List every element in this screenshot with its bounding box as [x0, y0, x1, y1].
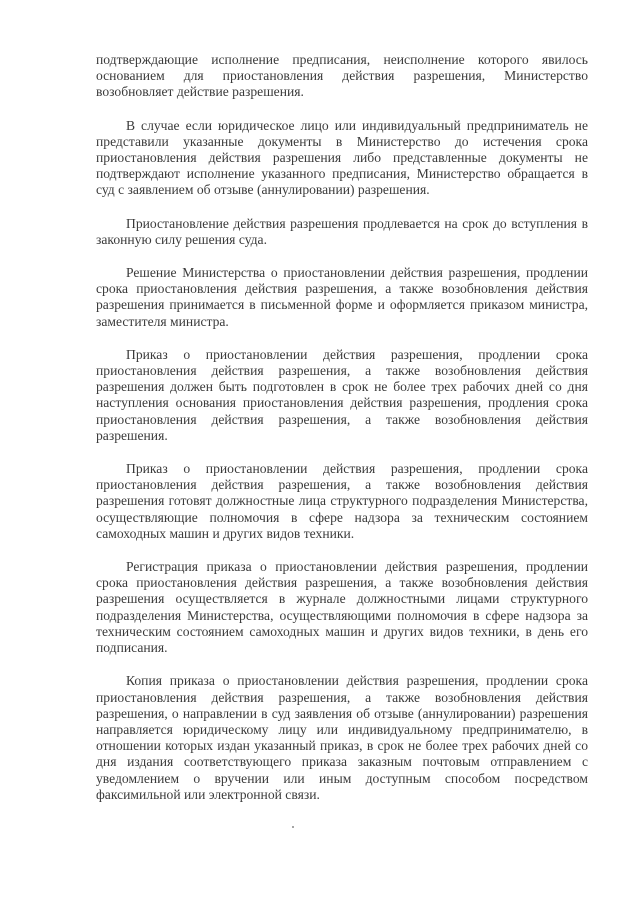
paragraph-6: Приказ о приостановлении действия разрешения, продлении срока приостановления действия разрешения, а также возобновления действия разрешения готовят должностные лица структурного подразделения Министерства, осуществляющие полномочия в сфере надзора за техническим состоянием самоходных машин и других видов техники.	[96, 461, 588, 541]
paragraph-3: Приостановление действия разрешения продлевается на срок до вступления в законную силу решения суда.	[96, 215, 588, 247]
document-page	[96, 52, 588, 820]
scan-speck	[292, 826, 294, 828]
paragraph-4: Решение Министерства о приостановлении действия разрешения, продлении срока приостановления действия разрешения, а также возобновления действия разрешения принимается в письменной форме и оформляется приказом министра, заместителя министра.	[96, 265, 588, 329]
paragraph-7: Регистрация приказа о приостановлении действия разрешения, продлении срока приостановления действия разрешения, а также возобновления действия разрешения осуществляется в журнале должностными лицами структурного подразделения Министерства, осуществляющими полномочия в сфере надзора за техническим состоянием самоходных машин и других видов техники, в день его подписания.	[96, 559, 588, 656]
paragraph-2: В случае если юридическое лицо или индивидуальный предприниматель не представили указанные документы в Министерство до истечения срока приостановления действия разрешения либо представленные документы не подтверждают исполнение указанного предписания, Министерство обращается в суд с заявлением об отзыве (аннулировании) разрешения.	[96, 117, 588, 198]
paragraph-1: подтверждающие исполнение предписания, неисполнение которого явилось основанием для приостановления действия разрешения, Министерство возобновляет действие разрешения.	[96, 52, 588, 100]
paragraph-8: Копия приказа о приостановлении действия разрешения, продлении срока приостановления действия разрешения, а также возобновления действия разрешения, о направлении в суд заявления об отзыве (аннулировании) разрешения направляется юридическому лицу или индивидуальному предпринимателю, в отношении которых издан указанный приказ, в срок не более трех рабочих дней со дня издания соответствующего приказа заказным почтовым отправлением с уведомлением о вручении или иным доступным способом посредством факсимильной или электронной связи.	[96, 673, 588, 802]
paragraph-5: Приказ о приостановлении действия разрешения, продлении срока приостановления действия разрешения, а также возобновления действия разрешения должен быть подготовлен в срок не более трех рабочих дней со дня наступления основания приостановления действия разрешения, продления срока приостановления действия разрешения, а также возобновления действия разрешения.	[96, 346, 588, 443]
